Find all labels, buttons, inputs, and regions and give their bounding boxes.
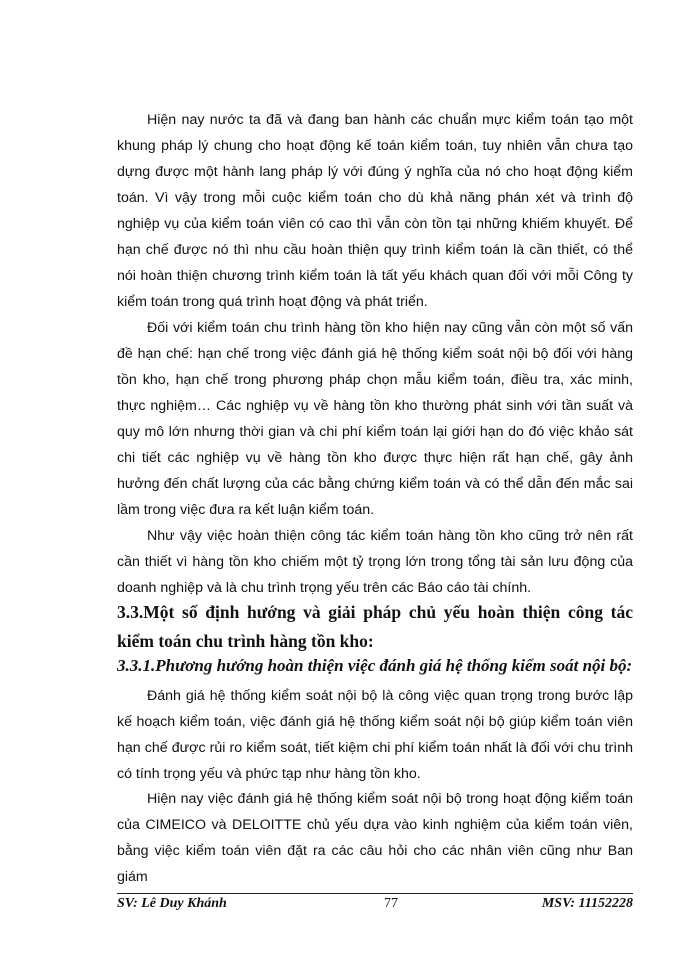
paragraph-3: Như vậy việc hoàn thiện công tác kiểm toán hàng tồn kho cũng trở nên rất cần thiết vì hàng tồn kho chiếm một tỷ trọng lớn trong tổng tài sản lưu động của doanh nghiệp và là chu trình trọng yếu trên các Báo cáo tài chính.: [117, 528, 633, 596]
footer-student-id: MSV: 11152228: [541, 896, 633, 911]
footer-student-name: SV: Lê Duy Khánh: [117, 896, 227, 911]
paragraph-2: Đối với kiểm toán chu trình hàng tồn kho hiện nay cũng vẫn còn một số vấn đề hạn chế: hạn chế trong việc đánh giá hệ thống kiểm soát nội bộ đối với hàng tồn kho, hạn chế trong phương pháp chọn mẫu kiểm toán, điều tra, xác minh, thực nghiệm… Các nghiệp vụ về hàng tồn kho thường phát sinh với tần suất và quy mô lớn nhưng thời gian và chi phí kiểm toán lại giới hạn do đó việc khảo sát chi tiết các nghiệp vụ về hàng tồn kho được thực hiện rất hạn chế, gây ảnh hưởng đến chất lượng của các bằng chứng kiểm toán và có thể dẫn đến mắc sai lầm trong việc đưa ra kết luận kiểm toán.: [117, 320, 633, 518]
footer-page-number: 77: [384, 896, 398, 911]
paragraph-1: Hiện nay nước ta đã và đang ban hành các chuẩn mực kiểm toán tạo một khung pháp lý chung cho hoạt động kế toán kiểm toán, tuy nhiên vẫn chưa tạo dựng được một hành lang pháp lý với đúng ý nghĩa của nó cho hoạt động kiểm toán. Vì vậy trong mỗi cuộc kiểm toán cho dù khả năng phán xét và trình độ nghiệp vụ của kiểm toán viên có cao thì vẫn còn tồn tại những khiếm khuyết. Để hạn chế được nó thì nhu cầu hoàn thiện quy trình kiểm toán là cần thiết, có thể nói hoàn thiện chương trình kiểm toán là tất yếu khách quan đối với mỗi Công ty kiểm toán trong quá trình hoạt động và phát triển.: [117, 112, 633, 310]
page-footer: [117, 896, 633, 916]
paragraph-4: Đánh giá hệ thống kiểm soát nội bộ là công việc quan trọng trong bước lập kế hoạch kiểm toán, việc đánh giá hệ thống kiểm soát nội bộ giúp kiểm toán viên hạn chế được rủi ro kiểm soát, tiết kiệm chi phí kiểm toán nhất là đối với chu trình có tính trọng yếu và phức tạp như hàng tồn kho.: [117, 688, 633, 782]
section-heading: 3.3.Một số định hướng và giải pháp chủ yếu hoàn thiện công tác kiểm toán chu trình hàng tồn kho:: [117, 602, 633, 651]
footer-divider: [117, 893, 633, 894]
subsection-heading: 3.3.1.Phương hướng hoàn thiện việc đánh giá hệ thống kiểm soát nội bộ:: [117, 656, 633, 675]
paragraph-5: Hiện nay việc đánh giá hệ thống kiểm soát nội bộ trong hoạt động kiểm toán của CIMEICO và DELOITTE chủ yếu dựa vào kinh nghiệm của kiểm toán viên, bằng việc kiểm toán viên đặt ra các câu hỏi cho các nhân viên cũng như Ban giám: [117, 791, 633, 885]
